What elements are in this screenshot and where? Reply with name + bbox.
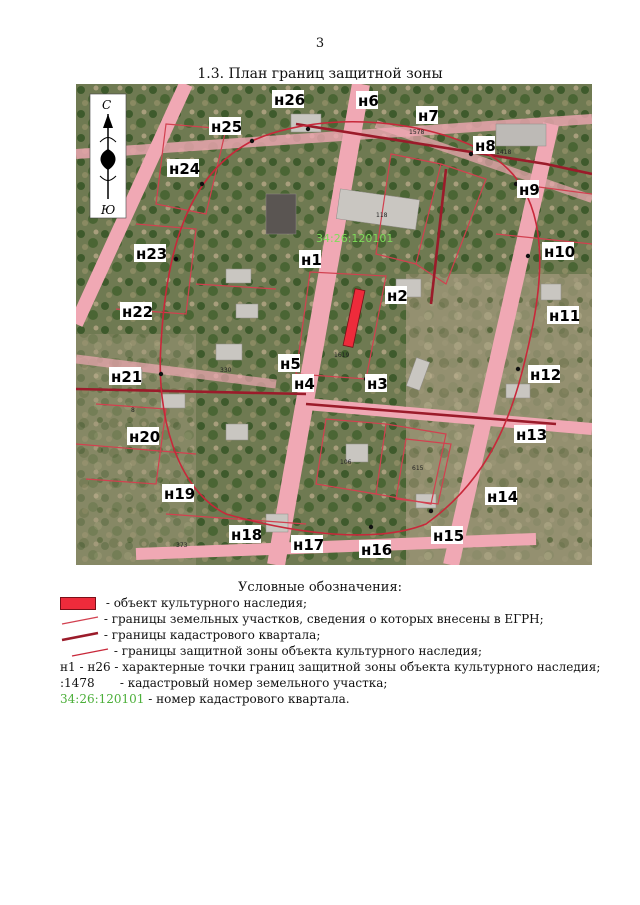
legend-text: - границы защитной зоны объекта культурного наследия; [113,644,483,658]
legend-item-zone [60,644,482,658]
legend-item-cadnum [60,676,387,690]
point-label-n8: н8 [475,137,496,155]
parcel-number: 1418 [496,149,512,156]
point-label-n22: н22 [122,303,154,321]
legend-sample-cadnum: :1478 [60,676,95,690]
legend-item-quarter [60,628,320,642]
parcel-number: 330 [220,367,232,374]
point-label-n13: н13 [516,426,548,444]
point-label-n1: н1 [301,251,322,269]
point-label-n25: н25 [211,118,243,136]
parcel-number: 373 [176,542,188,549]
legend-text: н1 - н26 - характерные точки границ защитной зоны объекта культурного наследия; [60,660,601,674]
page-number: 3 [315,36,325,51]
point-label-n20: н20 [129,428,161,446]
point-label-n19: н19 [164,485,196,503]
thick-red-line-icon [60,630,100,642]
point-label-n11: н11 [549,307,581,325]
legend-item-heritage [60,596,307,610]
legend-sample-quarter: 34:26:120101 [60,692,145,706]
legend-text: - номер кадастрового квартала. [148,692,350,706]
quarter-number-label: 34:26:120101 [316,232,394,245]
north-arrow [90,94,126,218]
point-label-n14: н14 [487,488,519,506]
heritage-swatch-icon [60,597,96,610]
compass-south: Ю [101,203,116,217]
legend-item-quarter-num [60,692,350,706]
parcel-number: 1619 [334,352,350,359]
point-label-n12: н12 [530,366,562,384]
legend-text: - кадастровый номер земельного участка; [119,676,388,690]
legend-text: - границы кадастрового квартала; [103,628,321,642]
point-label-n7: н7 [418,107,439,125]
parcel-number: 8 [131,407,135,414]
parcel-number: 106 [340,459,352,466]
point-label-n16: н16 [361,541,393,559]
page-title: 1.3. План границ защитной зоны [197,66,443,82]
parcel-number: 118 [376,212,388,219]
point-label-n23: н23 [136,245,168,263]
point-label-n4: н4 [294,375,315,393]
legend-item-parcels [60,612,544,626]
parcel-number: 615 [412,465,424,472]
point-label-n2: н2 [387,287,408,305]
legend-text: - границы земельных участков, сведения о которых внесены в ЕГРН; [103,612,544,626]
point-label-n6: н6 [358,92,379,110]
point-label-n17: н17 [293,536,325,554]
point-label-n21: н21 [111,368,143,386]
legend-text: - объект культурного наследия; [105,596,308,610]
compass-north: С [102,98,112,112]
zone-line-icon [60,646,110,658]
point-label-n5: н5 [280,355,301,373]
point-label-n26: н26 [274,91,306,109]
parcel-number: 1578 [409,129,425,136]
point-label-n9: н9 [519,181,540,199]
point-label-n18: н18 [231,526,263,544]
legend-item-points [60,660,600,674]
point-label-n24: н24 [169,160,201,178]
point-label-n15: н15 [433,527,465,545]
point-label-n10: н10 [544,243,576,261]
thin-red-line-icon [60,614,100,626]
point-label-n3: н3 [367,375,388,393]
satellite-map [76,84,592,565]
legend-heading: Условные обозначения: [237,580,403,595]
